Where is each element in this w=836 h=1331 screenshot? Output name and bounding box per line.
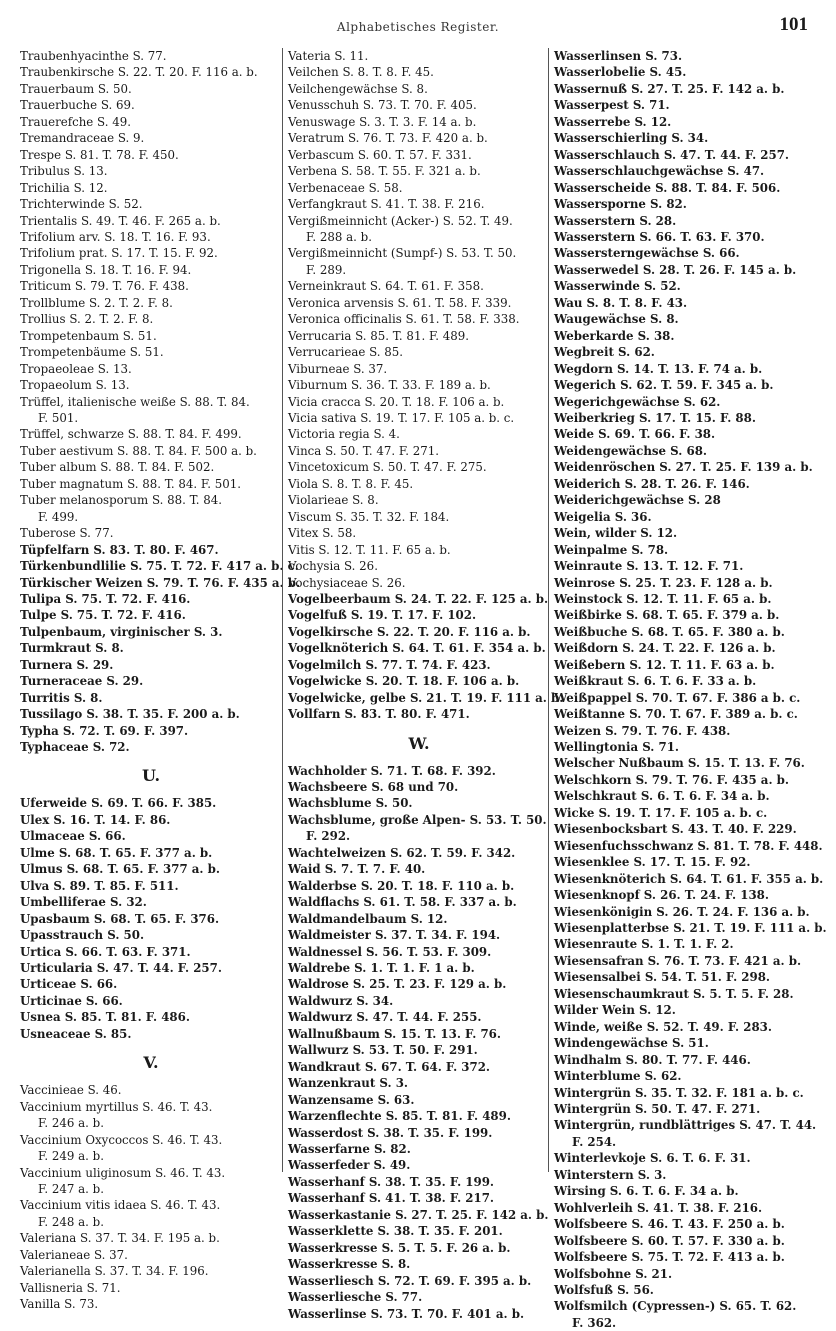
index-entry: Typha S. 72. T. 69. F. 397. <box>20 723 189 738</box>
index-entry: Wolfsbeere S. 46. T. 43. F. 250 a. b. <box>554 1217 785 1232</box>
index-entry: Ulmaceae S. 66. <box>20 829 126 844</box>
index-entry: Vallisneria S. 71. <box>20 1280 121 1295</box>
index-entry: Verfangkraut S. 41. T. 38. F. 216. <box>288 197 485 212</box>
index-entry: Wolfsfuß S. 56. <box>554 1282 654 1297</box>
index-entry: Ulme S. 68. T. 65. F. 377 a. b. <box>20 845 213 860</box>
index-entry: Weigelia S. 36. <box>554 509 652 524</box>
index-entry: Wasserdost S. 38. T. 35. F. 199. <box>288 1125 493 1140</box>
index-entry: Trichilia S. 12. <box>20 180 108 195</box>
index-entry: Wolfsmilch (Cypressen-) S. 65. T. 62. <box>554 1299 797 1314</box>
index-entry: Wellingtonia S. 71. <box>554 740 680 755</box>
index-entry: Usneaceae S. 85. <box>20 1026 132 1041</box>
index-entry: Weißtanne S. 70. T. 67. F. 389 a. b. c. <box>554 707 798 722</box>
index-entry: Waldrose S. 25. T. 23. F. 129 a. b. <box>288 977 507 992</box>
index-entry: Vincetoxicum S. 50. T. 47. F. 275. <box>288 460 487 475</box>
index-entry: Traubenhyacinthe S. 77. <box>20 49 167 63</box>
index-column-2 <box>288 48 564 1321</box>
index-entry: Viola S. 8. T. 8. F. 45. <box>288 476 414 491</box>
index-entry: Vitis S. 12. T. 11. F. 65 a. b. <box>288 542 451 557</box>
index-entry: Waldwurz S. 47. T. 44. F. 255. <box>288 1010 482 1025</box>
index-entry: Trompetenbäume S. 51. <box>20 345 164 360</box>
index-entry: Wasserscheide S. 88. T. 84. F. 506. <box>554 180 781 195</box>
index-entry: Turritis S. 8. <box>20 690 103 705</box>
index-entry-continuation: F. 247 a. b. <box>38 1182 104 1196</box>
index-entry: Trauerefche S. 49. <box>20 114 131 129</box>
index-entry-continuation: F. 249 a. b. <box>38 1149 104 1164</box>
index-entry: Wasserstern S. 66. T. 63. F. 370. <box>554 229 765 244</box>
index-entry: Winterstern S. 3. <box>554 1167 667 1182</box>
index-entry: Waldmandelbaum S. 12. <box>288 911 448 926</box>
index-entry-continuation: F. 499. <box>38 509 79 524</box>
index-entry-continuation: F. 288 a. b. <box>306 229 372 244</box>
index-entry: Viburneae S. 37. <box>288 361 388 376</box>
letter-heading: W. <box>408 733 430 753</box>
index-entry: Vogelknöterich S. 64. T. 61. F. 354 a. b. <box>288 641 546 656</box>
index-entry: Weißkraut S. 6. T. 6. F. 33 a. b. <box>554 674 757 689</box>
index-entry: Wasserlinse S. 73. T. 70. F. 401 a. b. <box>288 1306 525 1321</box>
index-entry: Ulex S. 16. T. 14. F. 86. <box>20 812 171 827</box>
index-entry: Wasserschlauch S. 47. T. 44. F. 257. <box>554 147 790 162</box>
index-entry: Trigonella S. 18. T. 16. F. 94. <box>20 262 192 277</box>
index-entry: Wassersterngewächse S. 66. <box>554 246 740 261</box>
index-entry: Weißbirke S. 68. T. 65. F. 379 a. b. <box>554 608 780 623</box>
index-entry: Vergißmeinnicht (Sumpf-) S. 53. T. 50. <box>288 246 517 261</box>
index-entry: Trüffel, schwarze S. 88. T. 84. F. 499. <box>20 427 242 442</box>
index-entry: Trauerbaum S. 50. <box>20 81 132 96</box>
index-entry: Veronica arvensis S. 61. T. 58. F. 339. <box>288 295 512 310</box>
index-entry: Tussilago S. 38. T. 35. F. 200 a. b. <box>20 707 240 722</box>
index-entry: Veratrum S. 76. T. 73. F. 420 a. b. <box>288 131 488 146</box>
index-entry: Traubenkirsche S. 22. T. 20. F. 116 a. b. <box>20 65 258 80</box>
index-entry: Weiderich S. 28. T. 26. F. 146. <box>554 476 750 491</box>
index-entry: Wasserklette S. 38. T. 35. F. 201. <box>288 1224 503 1239</box>
index-entry: Tuber album S. 88. T. 84. F. 502. <box>20 460 215 475</box>
index-entry-continuation: F. 246 a. b. <box>38 1116 104 1131</box>
index-entry: Violarieae S. 8. <box>288 493 379 508</box>
column-divider-2 <box>548 48 549 1172</box>
index-entry: Vogelwicke, gelbe S. 21. T. 19. F. 111 a. b. <box>288 690 564 705</box>
index-entry: Waid S. 7. T. 7. F. 40. <box>288 862 426 877</box>
index-entry: Tulpenbaum, virginischer S. 3. <box>20 624 223 639</box>
running-header: Alphabetisches Register. <box>336 20 500 34</box>
index-entry: Vicia cracca S. 20. T. 18. F. 106 a. b. <box>288 394 505 409</box>
index-entry: Vogelfuß S. 19. T. 17. F. 102. <box>288 608 477 623</box>
index-entry: Veilchen S. 8. T. 8. F. 45. <box>288 65 434 80</box>
index-entry: Wachsblume S. 50. <box>288 796 413 811</box>
index-entry: Ulmus S. 68. T. 65. F. 377 a. b. <box>20 862 220 877</box>
index-entry: Valerianella S. 37. T. 34. F. 196. <box>20 1264 209 1279</box>
index-entry: Vergißmeinnicht (Acker-) S. 52. T. 49. <box>288 213 513 228</box>
index-entry: Trollblume S. 2. T. 2. F. 8. <box>20 295 173 310</box>
index-entry: Trollius S. 2. T. 2. F. 8. <box>20 312 154 327</box>
index-entry: Türkenbundlilie S. 75. T. 72. F. 417 a. b. c. <box>20 559 299 574</box>
index-entry: Vaccinieae S. 46. <box>20 1083 122 1098</box>
index-entry: Wein, wilder S. 12. <box>554 526 678 541</box>
index-entry: Wandkraut S. 67. T. 64. F. 372. <box>288 1059 491 1074</box>
index-entry: Weberkarde S. 38. <box>554 328 675 343</box>
index-entry: Wolfsbohne S. 21. <box>554 1266 673 1281</box>
index-entry: Wasserliesch S. 72. T. 69. F. 395 a. b. <box>288 1273 532 1288</box>
index-entry: Wasserliesche S. 77. <box>288 1290 423 1305</box>
index-entry: Wasserfeder S. 49. <box>288 1158 411 1173</box>
index-entry: Wachsbeere S. 68 und 70. <box>288 780 459 795</box>
index-entry: Wasserpest S. 71. <box>554 98 670 113</box>
index-entry: Trifolium prat. S. 17. T. 15. F. 92. <box>20 246 218 261</box>
index-entry: Urticularia S. 47. T. 44. F. 257. <box>20 961 222 976</box>
index-entry: Wasserkastanie S. 27. T. 25. F. 142 a. b. <box>288 1207 549 1222</box>
index-entry: Weidengewächse S. 68. <box>554 443 708 458</box>
index-entry: Trichterwinde S. 52. <box>20 197 143 212</box>
index-entry: Wohlverleih S. 41. T. 38. F. 216. <box>554 1200 763 1215</box>
index-entry: Waldnessel S. 56. T. 53. F. 309. <box>288 944 492 959</box>
index-entry: Trientalis S. 49. T. 46. F. 265 a. b. <box>20 213 221 228</box>
index-entry: Tropaeoleae S. 13. <box>20 361 132 376</box>
index-entry: Wiesenklee S. 17. T. 15. F. 92. <box>554 855 751 870</box>
index-entry: Vanilla S. 73. <box>20 1297 99 1312</box>
index-entry: Turnera S. 29. <box>20 657 114 672</box>
index-entry: Weiderichgewächse S. 28 <box>554 493 721 508</box>
index-entry: Vicia sativa S. 19. T. 17. F. 105 a. b. c. <box>288 410 515 425</box>
index-entry: Tulipa S. 75. T. 72. F. 416. <box>20 591 191 606</box>
index-entry: Wegdorn S. 14. T. 13. F. 74 a. b. <box>554 361 763 376</box>
index-entry: Wallwurz S. 53. T. 50. F. 291. <box>288 1043 478 1058</box>
index-entry: Wolfsbeere S. 75. T. 72. F. 413 a. b. <box>554 1250 785 1265</box>
index-entry-continuation: F. 248 a. b. <box>38 1214 104 1229</box>
index-entry: Vogelkirsche S. 22. T. 20. F. 116 a. b. <box>288 624 531 639</box>
index-entry: Vaccinium Oxycoccos S. 46. T. 43. <box>20 1132 223 1147</box>
index-entry: Ulva S. 89. T. 85. F. 511. <box>20 878 179 893</box>
index-entry: Vochysiaceae S. 26. <box>288 575 406 590</box>
index-entry: Tremandraceae S. 9. <box>20 131 145 146</box>
index-entry: Uferweide S. 69. T. 66. F. 385. <box>20 796 217 811</box>
index-entry: Wallnußbaum S. 15. T. 13. F. 76. <box>288 1026 501 1041</box>
index-entry: Wasserschlauchgewächse S. 47. <box>554 164 765 179</box>
index-entry: Turneraceae S. 29. <box>20 674 144 689</box>
index-entry: Wintergrün S. 50. T. 47. F. 271. <box>554 1102 761 1116</box>
index-entry: Wasserhanf S. 38. T. 35. F. 199. <box>288 1174 495 1189</box>
index-entry: Wassernuß S. 27. T. 25. F. 142 a. b. <box>554 81 785 96</box>
page-number: 101 <box>779 14 808 35</box>
index-entry: Weinraute S. 13. T. 12. F. 71. <box>554 559 744 574</box>
index-entry: Wasserhanf S. 41. T. 38. F. 217. <box>288 1191 495 1206</box>
letter-heading: U. <box>141 766 161 786</box>
index-entry: Wasserwinde S. 52. <box>554 279 681 294</box>
index-entry: Wasserkresse S. 5. T. 5. F. 26 a. b. <box>288 1240 511 1255</box>
index-entry: Verbenaceae S. 58. <box>288 180 403 195</box>
index-entry: Weinpalme S. 78. <box>554 542 669 557</box>
index-entry: Wiesenraute S. 1. T. 1. F. 2. <box>554 937 734 952</box>
index-entry: Winde, weiße S. 52. T. 49. F. 283. <box>554 1019 772 1034</box>
index-entry: Urticinae S. 66. <box>20 993 123 1008</box>
index-entry: Wiesenplatterbse S. 21. T. 19. F. 111 a. b. <box>554 921 827 936</box>
index-entry: Waldmeister S. 37. T. 34. F. 194. <box>288 928 501 943</box>
index-entry: Waldrebe S. 1. T. 1. F. 1 a. b. <box>288 961 475 976</box>
index-entry: Vaccinium myrtillus S. 46. T. 43. <box>20 1099 213 1114</box>
index-entry: Trauerbuche S. 69. <box>20 98 135 113</box>
index-entry: Wegerich S. 62. T. 59. F. 345 a. b. <box>554 378 774 393</box>
index-entry: Tribulus S. 13. <box>20 164 108 179</box>
index-entry: Welschkraut S. 6. T. 6. F. 34 a. b. <box>554 789 770 804</box>
index-entry: Turmkraut S. 8. <box>20 641 124 656</box>
index-entry: Weinrose S. 25. T. 23. F. 128 a. b. <box>554 575 773 590</box>
index-entry: Wassersporne S. 82. <box>554 197 687 212</box>
index-entry: Wiesenknopf S. 26. T. 24. F. 138. <box>554 888 769 903</box>
index-entry: Weiberkrieg S. 17. T. 15. F. 88. <box>554 410 756 425</box>
index-entry: Verneinkraut S. 64. T. 61. F. 358. <box>288 279 484 294</box>
index-entry: Valeriana S. 37. T. 34. F. 195 a. b. <box>20 1231 220 1246</box>
index-entry: Wiesenkönigin S. 26. T. 24. F. 136 a. b. <box>554 904 810 919</box>
index-entry: Valerianeae S. 37. <box>20 1247 128 1262</box>
index-entry: Tüpfelfarn S. 83. T. 80. F. 467. <box>20 542 219 557</box>
index-entry: Tuber magnatum S. 88. T. 84. F. 501. <box>20 476 241 491</box>
index-entry: Winterblume S. 62. <box>554 1069 682 1084</box>
index-entry-continuation: F. 501. <box>38 410 79 425</box>
index-entry: Wintergrün, rundblättriges S. 47. T. 44. <box>554 1118 817 1133</box>
index-entry: Wasserlobelie S. 45. <box>554 65 687 80</box>
index-entry: Wegbreit S. 62. <box>554 345 655 360</box>
index-entry: Wasserwedel S. 28. T. 26. F. 145 a. b. <box>554 262 797 277</box>
index-entry: Wachsblume, große Alpen- S. 53. T. 50. <box>288 812 547 827</box>
index-entry: Wasserstern S. 28. <box>554 213 677 228</box>
index-entry: Upasstrauch S. 50. <box>20 928 145 943</box>
index-entry: Wiesenbocksbart S. 43. T. 40. F. 229. <box>554 822 797 837</box>
index-entry: Weißdorn S. 24. T. 22. F. 126 a. b. <box>554 641 776 656</box>
index-entry: Urticeae S. 66. <box>20 977 118 992</box>
index-entry: Typhaceae S. 72. <box>20 740 130 755</box>
index-entry: Vochysia S. 26. <box>288 559 378 574</box>
index-entry: Vaccinium uliginosum S. 46. T. 43. <box>20 1165 226 1180</box>
index-entry: Wiesenknöterich S. 64. T. 61. F. 355 a. b. <box>554 871 824 886</box>
index-entry: Wau S. 8. T. 8. F. 43. <box>554 295 688 310</box>
index-entry-continuation: F. 289. <box>306 262 347 277</box>
index-column-3 <box>554 48 827 1330</box>
index-entry: Wasserfarne S. 82. <box>288 1142 411 1156</box>
index-entry: Weißebern S. 12. T. 11. F. 63 a. b. <box>554 657 775 672</box>
column-divider-1 <box>282 48 283 1172</box>
index-entry: Verrucarieae S. 85. <box>288 345 404 360</box>
index-entry: Wiesenschaumkraut S. 5. T. 5. F. 28. <box>554 986 794 1001</box>
index-entry: Wirsing S. 6. T. 6. F. 34 a. b. <box>554 1184 739 1199</box>
index-entry: Weidenröschen S. 27. T. 25. F. 139 a. b. <box>554 460 813 475</box>
index-entry: Wintergrün S. 35. T. 32. F. 181 a. b. c. <box>554 1085 804 1100</box>
index-entry: Weißbuche S. 68. T. 65. F. 380 a. b. <box>554 624 785 639</box>
index-column-1 <box>20 48 301 1312</box>
index-entry: Vogelbeerbaum S. 24. T. 22. F. 125 a. b. <box>288 591 549 606</box>
index-entry: Wachtelweizen S. 62. T. 59. F. 342. <box>288 845 516 860</box>
index-entry: Usnea S. 85. T. 81. F. 486. <box>20 1010 190 1025</box>
index-entry: Tropaeolum S. 13. <box>20 378 130 393</box>
index-entry: Trespe S. 81. T. 78. F. 450. <box>20 147 179 162</box>
index-entry: Vinca S. 50. T. 47. F. 271. <box>288 443 440 458</box>
index-entry: Türkischer Weizen S. 79. T. 76. F. 435 a. b. <box>20 575 301 590</box>
index-entry: Urtica S. 66. T. 63. F. 371. <box>20 944 191 959</box>
index-entry: Windengewächse S. 51. <box>554 1036 709 1051</box>
index-entry: Viburnum S. 36. T. 33. F. 189 a. b. <box>288 378 491 393</box>
index-entry: Tuberose S. 77. <box>20 526 114 541</box>
index-entry: Trompetenbaum S. 51. <box>20 328 157 343</box>
index-entry: Weizen S. 79. T. 76. F. 438. <box>554 723 731 738</box>
letter-heading: V. <box>143 1053 159 1073</box>
index-entry: Wiesensafran S. 76. T. 73. F. 421 a. b. <box>554 953 802 968</box>
index-entry: Vaccinium vitis idaea S. 46. T. 43. <box>20 1198 221 1213</box>
index-entry: Warzenflechte S. 85. T. 81. F. 489. <box>288 1109 511 1124</box>
index-entry: Venuswage S. 3. T. 3. F. 14 a. b. <box>288 114 477 129</box>
index-entry: Tuber melanosporum S. 88. T. 84. <box>20 493 223 508</box>
index-entry: Weinstock S. 12. T. 11. F. 65 a. b. <box>554 591 772 606</box>
index-entry: Welschkorn S. 79. T. 76. F. 435 a. b. <box>554 772 790 787</box>
index-entry: Wegerichgewächse S. 62. <box>554 394 721 409</box>
index-entry: Wiesensalbei S. 54. T. 51. F. 298. <box>554 970 771 985</box>
index-entry: Vateria S. 11. <box>288 49 369 63</box>
index-entry: Welscher Nußbaum S. 15. T. 13. F. 76. <box>554 756 805 771</box>
index-entry: Wasserrebe S. 12. <box>554 114 672 129</box>
index-entry: Veronica officinalis S. 61. T. 58. F. 338. <box>288 312 520 327</box>
index-entry: Windhalm S. 80. T. 77. F. 446. <box>554 1052 751 1067</box>
index-entry: Wanzensame S. 63. <box>288 1092 415 1107</box>
index-entry: Waldflachs S. 61. T. 58. F. 337 a. b. <box>288 895 517 910</box>
index-entry: Tuber aestivum S. 88. T. 84. F. 500 a. b. <box>20 443 257 458</box>
index-entry: Wilder Wein S. 12. <box>554 1003 676 1018</box>
index-entry: Upasbaum S. 68. T. 65. F. 376. <box>20 911 220 926</box>
index-entry: Victoria regia S. 4. <box>288 427 400 442</box>
index-entry: Veilchengewächse S. 8. <box>288 81 428 96</box>
index-entry-continuation: F. 254. <box>572 1134 617 1149</box>
index-entry: Tulpe S. 75. T. 72. F. 416. <box>20 608 186 623</box>
index-entry: Walderbse S. 20. T. 18. F. 110 a. b. <box>288 878 515 893</box>
index-entry: Winterlevkoje S. 6. T. 6. F. 31. <box>554 1151 751 1166</box>
index-entry: Triticum S. 79. T. 76. F. 438. <box>20 279 189 294</box>
index-entry: Viscum S. 35. T. 32. F. 184. <box>288 509 450 524</box>
index-entry: Weide S. 69. T. 66. F. 38. <box>554 427 716 442</box>
index-entry: Umbelliferae S. 32. <box>20 895 147 910</box>
index-entry: Verrucaria S. 85. T. 81. F. 489. <box>288 328 470 343</box>
index-entry: Wasserlinsen S. 73. <box>554 49 683 63</box>
index-entry: Weißpappel S. 70. T. 67. F. 386 a b. c. <box>554 690 801 705</box>
index-entry: Vogelmilch S. 77. T. 74. F. 423. <box>288 657 491 672</box>
index-entry: Waldwurz S. 34. <box>288 993 394 1008</box>
index-entry: Vitex S. 58. <box>288 526 357 541</box>
index-entry: Waugewächse S. 8. <box>554 312 679 327</box>
index-entry: Trifolium arv. S. 18. T. 16. F. 93. <box>20 229 211 244</box>
index-entry-continuation: F. 292. <box>306 829 351 844</box>
index-entry: Wiesenfuchsschwanz S. 81. T. 78. F. 448. <box>554 838 823 853</box>
index-entry: Wasserschierling S. 34. <box>554 131 709 146</box>
index-entry: Venusschuh S. 73. T. 70. F. 405. <box>288 98 477 113</box>
index-entry: Wasserkresse S. 8. <box>288 1257 411 1272</box>
index-entry-continuation: F. 362. <box>572 1315 617 1330</box>
index-entry: Vogelwicke S. 20. T. 18. F. 106 a. b. <box>288 674 520 689</box>
index-entry: Verbena S. 58. T. 55. F. 321 a. b. <box>288 164 481 179</box>
index-entry: Trüffel, italienische weiße S. 88. T. 84. <box>20 394 250 409</box>
index-entry: Vollfarn S. 83. T. 80. F. 471. <box>288 707 470 722</box>
index-entry: Wachholder S. 71. T. 68. F. 392. <box>288 763 496 778</box>
index-entry: Wicke S. 19. T. 17. F. 105 a. b. c. <box>554 805 768 820</box>
index-entry: Wolfsbeere S. 60. T. 57. F. 330 a. b. <box>554 1233 785 1248</box>
index-entry: Wanzenkraut S. 3. <box>288 1076 409 1091</box>
index-entry: Verbascum S. 60. T. 57. F. 331. <box>288 147 472 162</box>
